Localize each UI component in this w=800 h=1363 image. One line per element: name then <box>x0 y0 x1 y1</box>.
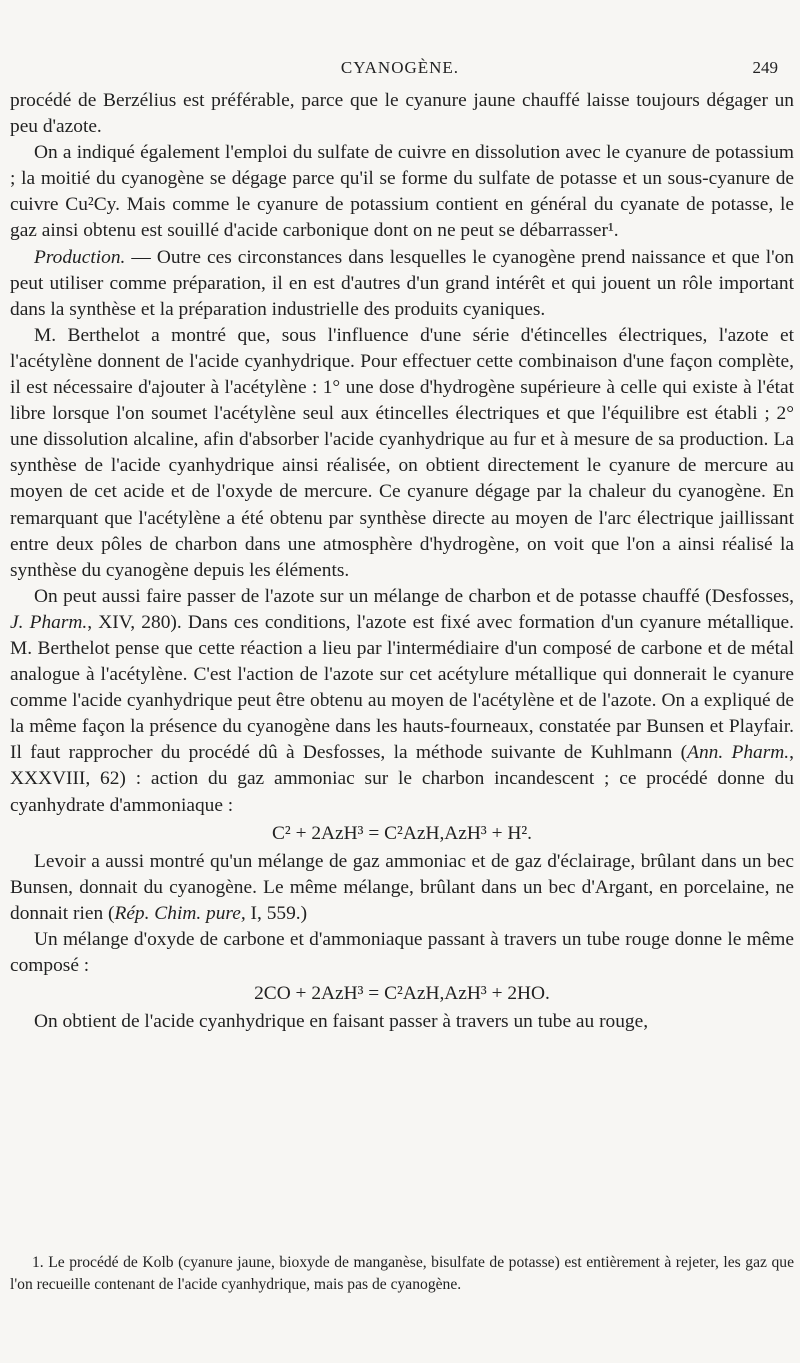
page-number: 249 <box>752 58 778 77</box>
paragraph-7: Un mélange d'oxyde de carbone et d'ammoniaque passant à travers un tube rouge donne le même composé : <box>10 929 794 977</box>
chapter-title: CYANOGÈNE. <box>340 58 460 77</box>
citation-journal: J. Pharm. <box>10 611 88 633</box>
equation-2: 2CO + 2AzH³ = C²AzH,AzH³ + 2HO. <box>254 983 550 1005</box>
paragraph-2: On a indiqué également l'emploi du sulfate de cuivre en dissolution avec le cyanure de potassium ; la moitié du cyanogène se dégage parce qu'il se forme du sulfate de potasse et un sous-cyanure de cuivre Cu²Cy. Mais comme le cyanure de potassium contient en général du cyanate de potasse, le gaz ainsi obtenu est souillé d'acide carbonique dont on ne peut se débarrasser¹. <box>10 142 794 242</box>
citation-journal: Ann. Pharm. <box>687 742 790 764</box>
section-heading-production: Production. <box>34 246 126 268</box>
paragraph-6: Levoir a aussi montré qu'un mélange de gaz ammoniac et de gaz d'éclairage, brûlant dans un bec Bunsen, donnait du cyanogène. Le même mélange, brûlant dans un bec d'Argant, en porcelaine, ne donnait rien (Rép. Chim. pure, I, 559.) <box>10 850 794 924</box>
main-text <box>10 88 794 1035</box>
paragraph-3: Production. — Outre ces circonstances dans lesquelles le cyanogène prend naissance et que l'on peut utiliser comme préparation, il en est d'autres d'un grand intérêt et qui jouent un rôle important dans la synthèse et la préparation industrielle des produits cyaniques. <box>10 246 794 320</box>
footnote-text: 1. Le procédé de Kolb (cyanure jaune, bioxyde de manganèse, bisulfate de potasse) est entièrement à rejeter, les gaz que l'on recueille contenant de l'acide cyanhydrique, mais pas de cyanogène. <box>10 1254 794 1293</box>
paragraph-8: On obtient de l'acide cyanhydrique en faisant passer à travers un tube au rouge, <box>34 1011 649 1033</box>
paragraph-4: M. Berthelot a montré que, sous l'influence d'une série d'étincelles électriques, l'azote et l'acétylène donnent de l'acide cyanhydrique. Pour effectuer cette combinaison d'une façon complète, il est nécessaire d'ajouter à l'acétylène : 1° une dose d'hydrogène supérieure à celle qui existe à l'état libre lorsque l'on soumet l'acétylène seul aux étincelles électriques et que l'équilibre est établi ; 2° une dissolution alcaline, afin d'absorber l'acide cyanhydrique au fur et à mesure de sa production. La synthèse de l'acide cyanhydrique ainsi réalisée, on obtient directement le cyanure de mercure au moyen de cet acide et de l'oxyde de mercure. Ce cyanure dégage par la chaleur du cyanogène. En remarquant que l'acétylène a été obtenu par synthèse directe au moyen de l'arc électrique jaillissant entre deux pôles de charbon dans une atmosphère d'hydrogène, on voit que l'on a ainsi réalisé la synthèse du cyanogène depuis les éléments. <box>10 324 794 581</box>
paragraph-1: procédé de Berzélius est préférable, parce que le cyanure jaune chauffé laisse toujours dégager un peu d'azote. <box>10 90 794 138</box>
footnote <box>10 1252 794 1296</box>
paragraph-5: On peut aussi faire passer de l'azote sur un mélange de charbon et de potasse chauffé (Desfosses, J. Pharm., XIV, 280). Dans ces conditions, l'azote est fixé avec formation d'un cyanure métallique. M. Berthelot pense que cette réaction a lieu par l'intermédiaire d'un composé de carbone et de métal analogue à l'acétylène. C'est l'action de l'azote sur cet acétylure métallique qui donnerait le cyanure comme l'acide cyanhydrique peut être obtenu au moyen de l'acétylène et de l'azote. On a expliqué de la même façon la présence du cyanogène dans les hauts-fourneaux, constatée par Bunsen et Playfair. Il faut rapprocher du procédé dû à Desfosses, la méthode suivante de Kuhlmann (Ann. Pharm., XXXVIII, 62) : action du gaz ammoniac sur le charbon incandescent ; ce procédé donne du cyanhydrate d'ammoniaque : <box>10 585 795 816</box>
running-header <box>0 58 800 82</box>
equation-1: C² + 2AzH³ = C²AzH,AzH³ + H². <box>271 822 533 844</box>
citation-journal: Rép. Chim. pure, <box>114 902 246 924</box>
